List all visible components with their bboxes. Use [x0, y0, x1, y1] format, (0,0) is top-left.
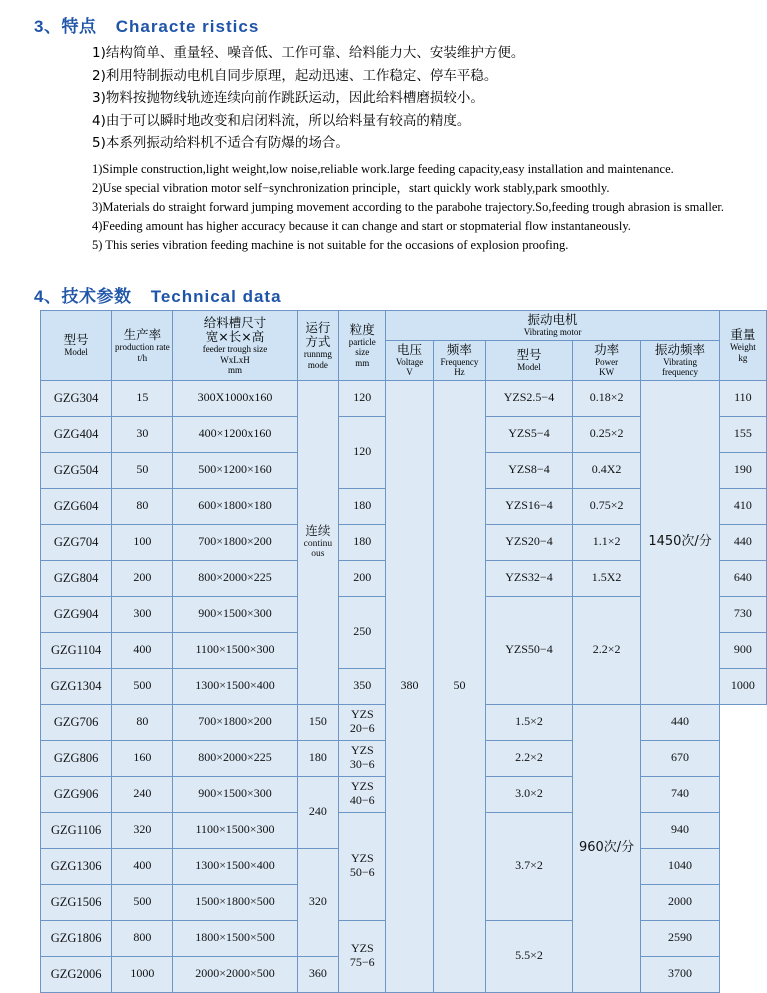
cell-trough: 800×2000×225	[173, 560, 297, 596]
cell-particle: 150	[297, 704, 339, 740]
cell-particle: 240	[297, 776, 339, 848]
header-weight-unit: kg	[738, 352, 748, 363]
cell-motor-model: YZS2.5−4	[486, 380, 573, 416]
header-trough-en2: WxLxH	[220, 354, 250, 365]
cell-capacity: 240	[112, 776, 173, 812]
cell-weight: 1040	[641, 848, 719, 884]
cell-motor-model: YZS50−4	[486, 596, 573, 704]
cell-weight: 440	[641, 704, 719, 740]
cell-motor-model: YZS5−4	[486, 416, 573, 452]
header-weight	[719, 311, 766, 381]
header-model	[41, 311, 112, 381]
cell-power: 0.18×2	[572, 380, 641, 416]
header-frequency-en: Frequency	[440, 357, 479, 368]
header-vib-freq-cn: 振动频率	[655, 341, 706, 357]
cell-weight: 440	[719, 524, 766, 560]
header-voltage-en: Voltage	[395, 357, 424, 368]
cell-motor-model: YZS20−4	[486, 524, 573, 560]
features-list-english	[92, 160, 724, 255]
cell-particle: 350	[339, 668, 386, 704]
cell-particle: 180	[297, 740, 339, 776]
header-frequency	[433, 340, 486, 380]
cell-model: GZG1806	[41, 920, 112, 956]
cell-trough: 1300×1500×400	[173, 848, 297, 884]
header-vib-freq-en: Vibrating	[663, 357, 698, 368]
feature-item-cn: 1)结构简单、重量轻、噪音低、工作可靠、给料能力大、安装维护方便。	[92, 45, 525, 61]
cell-motor-model: YZS16−4	[486, 488, 573, 524]
cell-power: 1.5X2	[572, 560, 641, 596]
table-row	[41, 380, 767, 416]
cell-weight: 155	[719, 416, 766, 452]
cell-capacity: 100	[112, 524, 173, 560]
cell-power: 1.5×2	[486, 704, 573, 740]
cell-model: GZG1304	[41, 668, 112, 704]
cell-capacity: 500	[112, 884, 173, 920]
header-trough-cn2: 宽×长×高	[205, 328, 265, 344]
cell-capacity: 1000	[112, 956, 173, 992]
cell-trough: 1100×1500×300	[173, 632, 297, 668]
cell-trough: 1100×1500×300	[173, 812, 297, 848]
feature-item-cn: 4)由于可以瞬时地改变和启闭料流，所以给料量有较高的精度。	[92, 112, 471, 129]
feature-item-en: 3)Materials do straight forward jumping movement according to the parabohe trajectory.So,feeding trough abrasion is smaller.	[92, 200, 724, 214]
feature-item-cn: 3)物料按抛物线轨迹连续向前作跳跃运动，因此给料槽磨损较小。	[92, 90, 484, 106]
section-heading-technical-en: Technical data	[150, 287, 282, 306]
cell-weight: 670	[641, 740, 719, 776]
cell-trough: 1300×1500×400	[173, 668, 297, 704]
table-header-row-1	[41, 311, 767, 341]
header-capacity-unit: t/h	[137, 352, 148, 363]
cell-model: GZG1506	[41, 884, 112, 920]
cell-capacity: 400	[112, 632, 173, 668]
cell-capacity: 30	[112, 416, 173, 452]
cell-weight: 3700	[641, 956, 719, 992]
cell-motor-model: YZS 40−6	[339, 776, 386, 812]
cell-weight: 900	[719, 632, 766, 668]
header-trough-en: feeder trough size	[202, 344, 268, 355]
cell-trough: 2000×2000×500	[173, 956, 297, 992]
header-mode-cn2: 方式	[305, 334, 331, 350]
cell-weight: 410	[719, 488, 766, 524]
cell-particle: 180	[339, 488, 386, 524]
cell-capacity: 50	[112, 452, 173, 488]
header-capacity-en: production rate	[114, 342, 170, 353]
header-particle-size	[339, 311, 386, 381]
cell-trough: 400×1200x160	[173, 416, 297, 452]
cell-power: 3.7×2	[486, 812, 573, 920]
cell-particle: 180	[339, 524, 386, 560]
mode-cn: 连续	[305, 523, 331, 539]
header-voltage-cn: 电压	[397, 341, 423, 357]
cell-capacity: 15	[112, 380, 173, 416]
cell-motor-model: YZS 50−6	[339, 812, 386, 920]
header-model-cn: 型号	[63, 332, 89, 348]
header-particle-cn: 粒度	[349, 321, 375, 337]
cell-weight: 110	[719, 380, 766, 416]
header-motor-group-cn: 振动电机	[527, 312, 578, 327]
cell-weight: 2590	[641, 920, 719, 956]
header-trough-size	[173, 311, 297, 381]
section-heading-features-en: Characte ristics	[115, 17, 260, 36]
cell-model: GZG1306	[41, 848, 112, 884]
cell-capacity: 300	[112, 596, 173, 632]
section-heading-technical	[34, 282, 282, 307]
cell-motor-model: YZS 75−6	[339, 920, 386, 992]
feature-item-cn: 5)本系列振动给料机不适合有防爆的场合。	[92, 135, 349, 151]
cell-weight: 640	[719, 560, 766, 596]
feature-item-en: 1)Simple construction,light weight,low noise,reliable work.large feeding capacity,easy installation and maintenance.	[92, 162, 674, 176]
cell-capacity: 800	[112, 920, 173, 956]
cell-particle: 320	[297, 848, 339, 956]
feature-item-en: 2)Use special vibration motor self−synchronization principle，start quickly work stably,park smoothly.	[92, 181, 610, 195]
cell-model: GZG1106	[41, 812, 112, 848]
cell-capacity: 320	[112, 812, 173, 848]
cell-trough: 600×1800×180	[173, 488, 297, 524]
cell-vibrating-frequency: 960次/分	[572, 704, 641, 992]
cell-weight: 1000	[719, 668, 766, 704]
cell-capacity: 80	[112, 704, 173, 740]
section-heading-features-cn: 3、特点	[34, 17, 97, 36]
header-frequency-unit: Hz	[454, 367, 465, 378]
cell-trough: 800×2000×225	[173, 740, 297, 776]
section-heading-features	[34, 12, 259, 37]
header-mode-cn: 运行	[305, 319, 331, 335]
cell-model: GZG2006	[41, 956, 112, 992]
cell-model: GZG704	[41, 524, 112, 560]
header-vib-freq-en2: frequency	[662, 367, 699, 378]
cell-motor-model: YZS 30−6	[339, 740, 386, 776]
cell-weight: 740	[641, 776, 719, 812]
header-weight-en: Weight	[729, 342, 756, 353]
features-list-chinese	[92, 42, 524, 155]
cell-power: 1.1×2	[572, 524, 641, 560]
cell-power: 2.2×2	[572, 596, 641, 704]
header-mode-en: runnmg	[303, 349, 332, 360]
header-model-en: Model	[64, 347, 88, 358]
header-motor-group-en: Vibrating motor	[523, 327, 582, 338]
cell-power: 2.2×2	[486, 740, 573, 776]
cell-power: 3.0×2	[486, 776, 573, 812]
cell-model: GZG404	[41, 416, 112, 452]
header-capacity	[112, 311, 173, 381]
cell-weight: 190	[719, 452, 766, 488]
header-frequency-cn: 频率	[446, 341, 472, 357]
cell-weight: 940	[641, 812, 719, 848]
header-vibrating-frequency	[641, 340, 719, 380]
header-vibrating-motor-group	[386, 311, 719, 341]
cell-motor-model: YZS8−4	[486, 452, 573, 488]
cell-model: GZG706	[41, 704, 112, 740]
header-power-cn: 功率	[594, 341, 620, 357]
cell-particle: 360	[297, 956, 339, 992]
cell-power: 0.25×2	[572, 416, 641, 452]
cell-capacity: 400	[112, 848, 173, 884]
header-power-en: Power	[595, 357, 619, 368]
cell-model: GZG304	[41, 380, 112, 416]
cell-trough: 700×1800×200	[173, 524, 297, 560]
mode-en: continu	[303, 538, 333, 549]
cell-trough: 900×1500×300	[173, 776, 297, 812]
cell-motor-model: YZS 20−6	[339, 704, 386, 740]
header-particle-unit: mm	[355, 357, 370, 368]
cell-frequency: 50	[433, 380, 486, 992]
section-heading-technical-cn: 4、技术参数	[34, 287, 132, 306]
header-motor-model-en: Model	[517, 362, 541, 373]
technical-data-table	[40, 310, 767, 993]
table-body	[41, 380, 767, 992]
cell-particle: 250	[339, 596, 386, 668]
cell-model: GZG806	[41, 740, 112, 776]
cell-voltage: 380	[386, 380, 433, 992]
cell-model: GZG1104	[41, 632, 112, 668]
cell-vibrating-frequency: 1450次/分	[641, 380, 719, 704]
cell-model: GZG604	[41, 488, 112, 524]
feature-item-en: 5) This series vibration feeding machine is not suitable for the occasions of explosion proofing.	[92, 238, 569, 252]
header-particle-en: particle	[348, 337, 376, 348]
cell-particle: 200	[339, 560, 386, 596]
header-weight-cn: 重量	[730, 326, 756, 342]
cell-capacity: 80	[112, 488, 173, 524]
feature-item-cn: 2)利用特制振动电机自同步原理，起动迅速、工作稳定、停车平稳。	[92, 67, 498, 84]
cell-model: GZG804	[41, 560, 112, 596]
cell-model: GZG904	[41, 596, 112, 632]
cell-power: 0.4X2	[572, 452, 641, 488]
header-power-unit: KW	[599, 367, 615, 378]
cell-weight: 730	[719, 596, 766, 632]
header-particle-en2: size	[355, 347, 370, 358]
cell-weight: 2000	[641, 884, 719, 920]
cell-power: 0.75×2	[572, 488, 641, 524]
cell-power: 5.5×2	[486, 920, 573, 992]
header-voltage	[386, 340, 433, 380]
cell-particle: 120	[339, 380, 386, 416]
cell-running-mode	[297, 380, 339, 704]
cell-trough: 300X1000x160	[173, 380, 297, 416]
header-power	[572, 340, 641, 380]
header-trough-unit: mm	[228, 364, 243, 375]
cell-model: GZG504	[41, 452, 112, 488]
header-trough-cn: 给料槽尺寸	[203, 314, 267, 330]
header-capacity-cn: 生产率	[123, 326, 162, 342]
cell-capacity: 160	[112, 740, 173, 776]
cell-trough: 1800×1500×500	[173, 920, 297, 956]
header-voltage-unit: V	[406, 367, 413, 378]
cell-trough: 900×1500×300	[173, 596, 297, 632]
cell-capacity: 200	[112, 560, 173, 596]
cell-trough: 500×1200×160	[173, 452, 297, 488]
mode-en2: ous	[311, 549, 325, 560]
header-running-mode	[297, 311, 339, 381]
header-motor-model-cn: 型号	[516, 346, 542, 362]
cell-capacity: 500	[112, 668, 173, 704]
cell-model: GZG906	[41, 776, 112, 812]
cell-particle: 120	[339, 416, 386, 488]
cell-trough: 1500×1800×500	[173, 884, 297, 920]
feature-item-en: 4)Feeding amount has higher accuracy because it can change and start or stopmaterial flow instantaneously.	[92, 219, 631, 233]
cell-motor-model: YZS32−4	[486, 560, 573, 596]
header-mode-en2: mode	[307, 359, 328, 370]
header-motor-model	[486, 340, 573, 380]
cell-trough: 700×1800×200	[173, 704, 297, 740]
